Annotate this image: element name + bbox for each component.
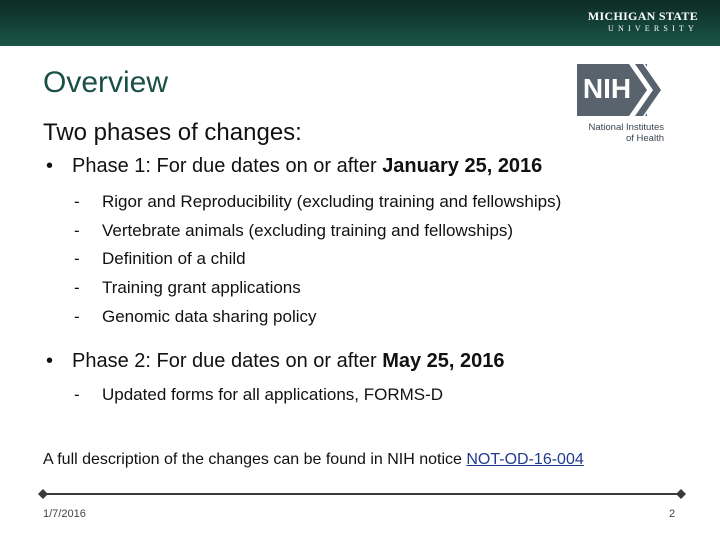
nih-logo-text-line2: of Health	[625, 133, 664, 144]
phase1-date: January 25, 2016	[382, 155, 543, 177]
nih-logo-text	[566, 122, 664, 144]
dash-icon: -	[74, 192, 80, 211]
msu-logo-line2: UNIVERSITY	[608, 24, 698, 33]
header-bar	[0, 0, 720, 46]
dash-icon: -	[74, 221, 80, 240]
phase1-item-text: Genomic data sharing policy	[102, 307, 317, 326]
nih-logo	[566, 64, 664, 148]
msu-logo	[588, 10, 698, 34]
footer-divider	[38, 486, 686, 502]
phase1-item-text: Training grant applications	[102, 278, 301, 297]
phase1-item	[74, 221, 513, 241]
diamond-left-icon	[38, 489, 48, 499]
phase1-item	[74, 278, 301, 298]
slide-subtitle: Two phases of changes:	[43, 119, 302, 146]
slide-title: Overview	[43, 66, 169, 99]
notice-link[interactable]: NOT-OD-16-004	[466, 451, 584, 468]
phase1-item-text: Rigor and Reproducibility (excluding training and fellowships)	[102, 192, 562, 211]
diamond-right-icon	[676, 489, 686, 499]
phase1-bullet	[46, 155, 542, 178]
phase1-item	[74, 249, 246, 269]
page-number: 2	[669, 508, 676, 520]
dash-icon: -	[74, 278, 80, 297]
bullet-icon: •	[46, 155, 54, 177]
nih-logo-abbrev: NIH	[582, 73, 632, 104]
phase2-date: May 25, 2016	[382, 350, 505, 372]
phase1-item-text: Definition of a child	[102, 249, 246, 268]
bullet-icon: •	[46, 350, 54, 372]
dash-icon: -	[74, 385, 80, 404]
footnote	[43, 451, 584, 469]
phase1-text: Phase 1: For due dates on or after	[72, 155, 383, 177]
phase1-item-text: Vertebrate animals (excluding training and fellowships)	[102, 221, 514, 240]
phase2-text: Phase 2: For due dates on or after	[72, 350, 383, 372]
nih-chevron-icon	[629, 64, 663, 116]
nih-logo-text-line1: National Institutes	[588, 122, 664, 133]
dash-icon: -	[74, 307, 80, 326]
footnote-text: A full description of the changes can be found in NIH notice	[43, 451, 467, 468]
dash-icon: -	[74, 249, 80, 268]
phase2-item	[74, 385, 443, 405]
footer-date: 1/7/2016	[43, 508, 86, 520]
phase2-bullet	[46, 350, 505, 373]
phase2-item-text: Updated forms for all applications, FORMS-D	[102, 385, 444, 404]
phase1-item	[74, 307, 317, 327]
msu-logo-line1: MICHIGAN STATE	[587, 9, 698, 23]
phase1-item	[74, 192, 561, 212]
